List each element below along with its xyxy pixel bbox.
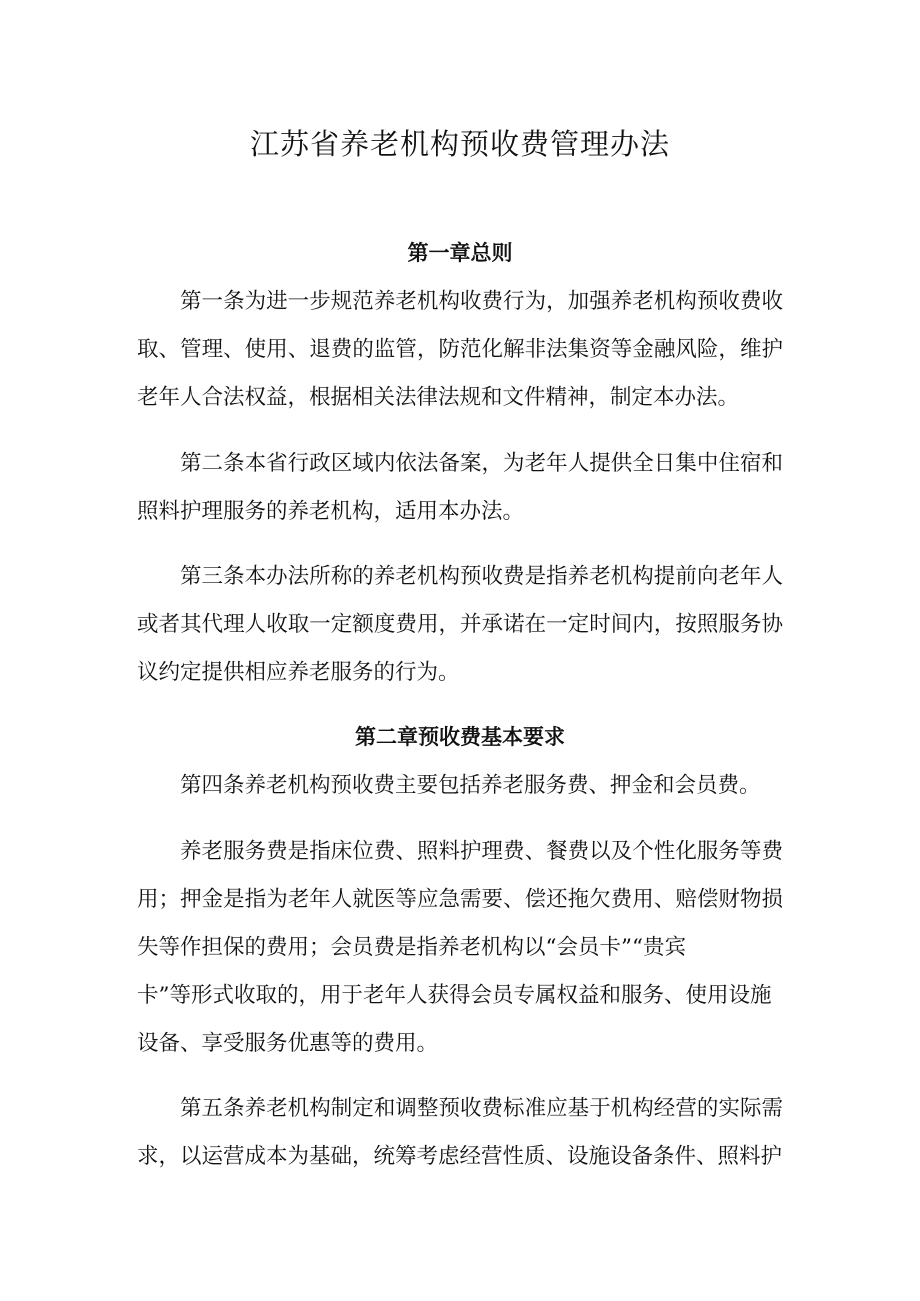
document-title: 江苏省养老机构预收费管理办法 [249, 127, 670, 161]
article-4-detail-continued: 卡”等形式收取的，用于老年人获得会员专属权益和服务、使用设施设备、享受服务优惠等的费用。 [137, 983, 772, 1056]
chapter-1-heading: 第一章总则 [407, 240, 513, 265]
article-1: 第一条为进一步规范养老机构收费行为，加强养老机构预收费收取、管理、使用、退费的监管，防范化解非法集资等金融风险，维护老年人合法权益，根据相关法律法规和文件精神，制定本办法。 [137, 289, 783, 410]
article-2: 第二条本省行政区域内依法备案，为老年人提供全日集中住宿和照料护理服务的养老机构，适用本办法。 [137, 451, 783, 524]
article-4: 第四条养老机构预收费主要包括养老服务费、押金和会员费。 [180, 773, 761, 798]
article-4-detail: 养老服务费是指床位费、照料护理费、餐费以及个性化服务等费用；押金是指为老年人就医等应急需要、偿还拖欠费用、赔偿财物损失等作担保的费用；会员费是指养老机构以“会员卡”“贵宾 [137, 839, 783, 960]
article-3: 第三条本办法所称的养老机构预收费是指养老机构提前向老年人或者其代理人收取一定额度费用，并承诺在一定时间内，按照服务协议约定提供相应养老服务的行为。 [137, 564, 783, 685]
article-5: 第五条养老机构制定和调整预收费标准应基于机构经营的实际需求，以运营成本为基础，统筹考虑经营性质、设施设备条件、照料护 [137, 1096, 783, 1169]
chapter-2-heading: 第二章预收费基本要求 [355, 724, 565, 749]
